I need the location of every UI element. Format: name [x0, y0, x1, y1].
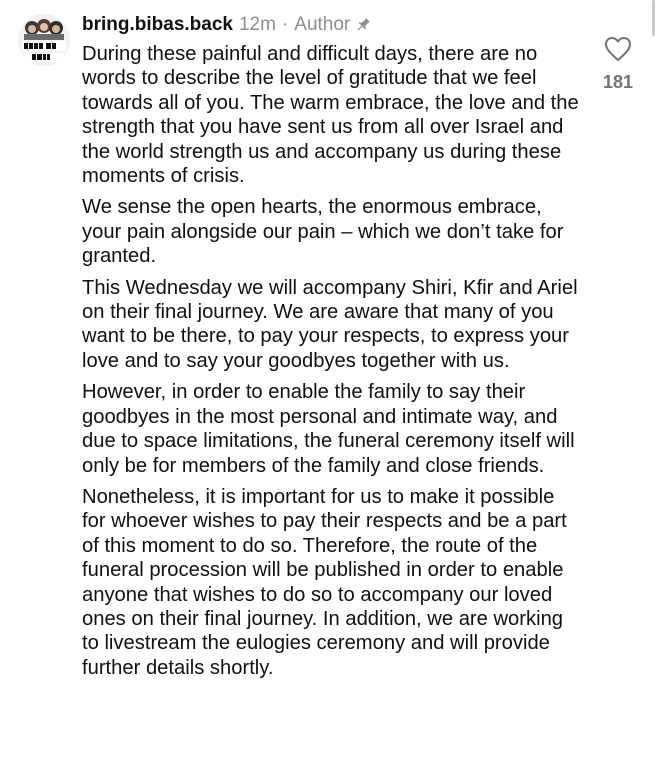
comment-body: [82, 42, 582, 687]
pin-icon: [355, 17, 371, 33]
timestamp: 12m: [238, 14, 276, 35]
like-count: 181: [602, 72, 634, 92]
comment-paragraph: This Wednesday we will accompany Shiri, Kfir and Ariel on their final journey. We are aware that many of you want to be there, to pay your respects, to express your love and to say your goodbyes together with us.: [82, 276, 578, 372]
comment-paragraph: We sense the open hearts, the enormous embrace, your pain alongside our pain – which we don’t take for granted.: [82, 196, 564, 268]
comment-paragraph: During these painful and difficult days, there are no words to describe the level of gratitude that we feel towards all of you. The warm embrace, the love and the strength that you have sent us from all over Israel and the world strength us and accompany us during these moments of crisis.: [82, 43, 579, 188]
username[interactable]: bring.bibas.back: [82, 14, 233, 35]
comment-paragraph: However, in order to enable the family to say their goodbyes in the most personal and intimate way, and due to space limitations, the funeral ceremony itself will only be for members of the family and close friends.: [82, 381, 575, 477]
heart-outline-icon[interactable]: [604, 36, 632, 62]
avatar-image: [18, 14, 70, 66]
scrollbar[interactable]: [652, 0, 655, 36]
comment-paragraph: Nonetheless, it is important for us to make it possible for whoever wishes to pay their respects and be a part of this moment to do so. Therefore, the route of the funeral procession will be published in order to enable anyone that wishes to do so to accompany our loved ones on their final journey. In addition, we are working to livestream the eulogies ceremony and will provide further details shortly.: [82, 485, 567, 679]
separator-dot: ·: [281, 14, 289, 35]
avatar[interactable]: [18, 14, 70, 66]
comment-header: [82, 12, 371, 38]
author-badge: Author: [294, 14, 351, 35]
